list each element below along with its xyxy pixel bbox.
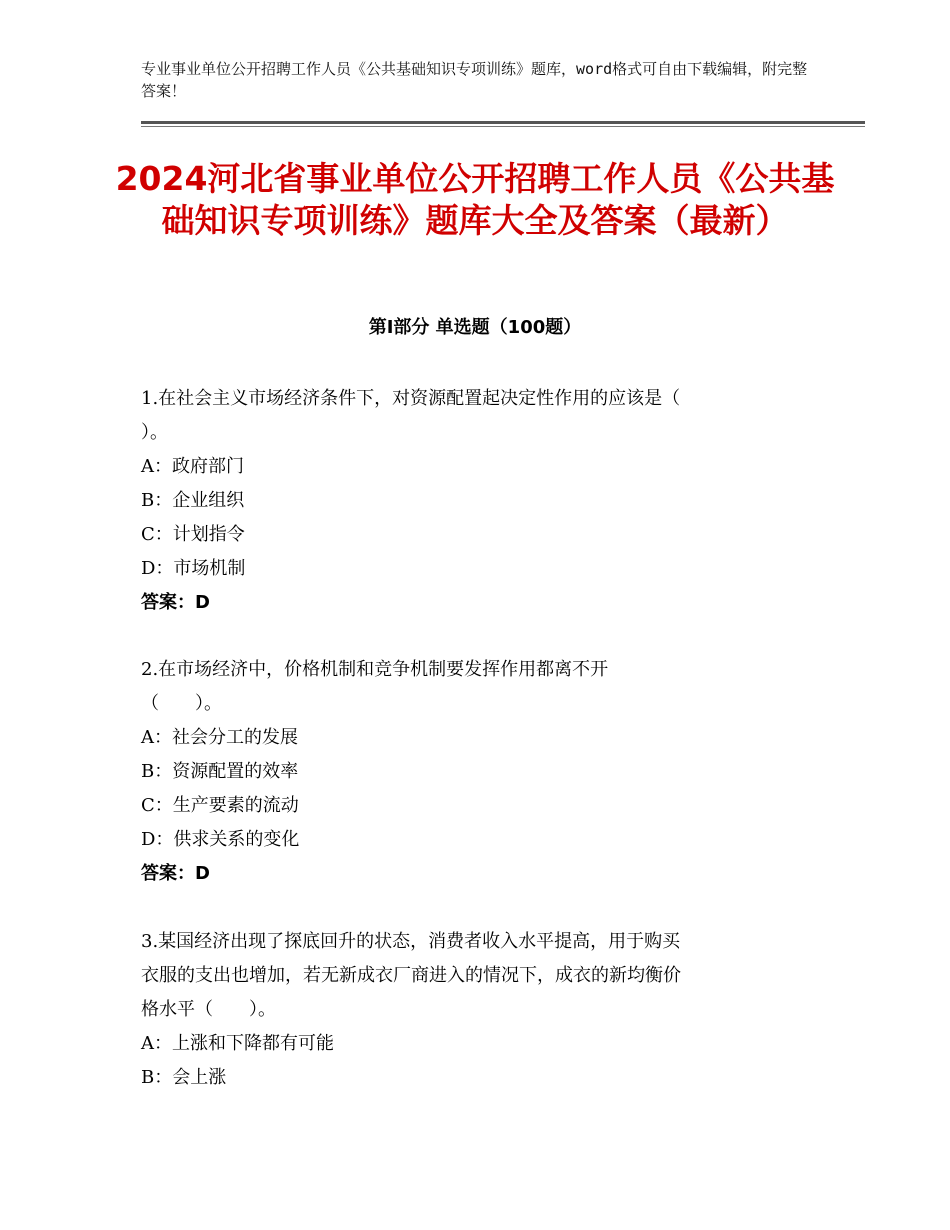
section-title: 第Ⅰ部分 单选题（100题） — [368, 317, 582, 338]
document-title: 2024河北省事业单位公开招聘工作人员《公共基础知识专项训练》题库大全及答案（最新） — [115, 159, 835, 240]
option-a: A：上涨和下降都有可能 — [141, 1033, 334, 1054]
option-a: A：政府部门 — [141, 456, 244, 477]
option-d: D：市场机制 — [141, 558, 246, 579]
question-stem-line: 衣服的支出也增加，若无新成衣厂商进入的情况下，成衣的新均衡价 — [141, 965, 681, 986]
question-stem-line: 1.在社会主义市场经济条件下，对资源配置起决定性作用的应该是（ — [141, 388, 681, 409]
header-divider-thick — [141, 121, 865, 124]
header-note: 专业事业单位公开招聘工作人员《公共基础知识专项训练》题库，word格式可自由下载编辑，附完整答案！ — [141, 60, 808, 100]
option-d: D：供求关系的变化 — [141, 829, 300, 850]
header-divider-thin — [141, 126, 865, 127]
option-c: C：生产要素的流动 — [141, 795, 299, 816]
question-stem-line: （ ）。 — [141, 693, 222, 714]
answer-line: 答案：D — [141, 592, 210, 613]
answer-line: 答案：D — [141, 863, 210, 884]
option-c: C：计划指令 — [141, 524, 245, 545]
option-a: A：社会分工的发展 — [141, 727, 298, 748]
option-b: B：企业组织 — [141, 490, 245, 511]
question-stem-line: 2.在市场经济中，价格机制和竞争机制要发挥作用都离不开 — [141, 659, 609, 680]
option-b: B：会上涨 — [141, 1067, 227, 1088]
question-stem-line: 格水平（ ）。 — [141, 999, 276, 1020]
option-b: B：资源配置的效率 — [141, 761, 299, 782]
question-stem-line: ）。 — [141, 422, 168, 443]
question-stem-line: 3.某国经济出现了探底回升的状态，消费者收入水平提高，用于购买 — [141, 931, 681, 952]
